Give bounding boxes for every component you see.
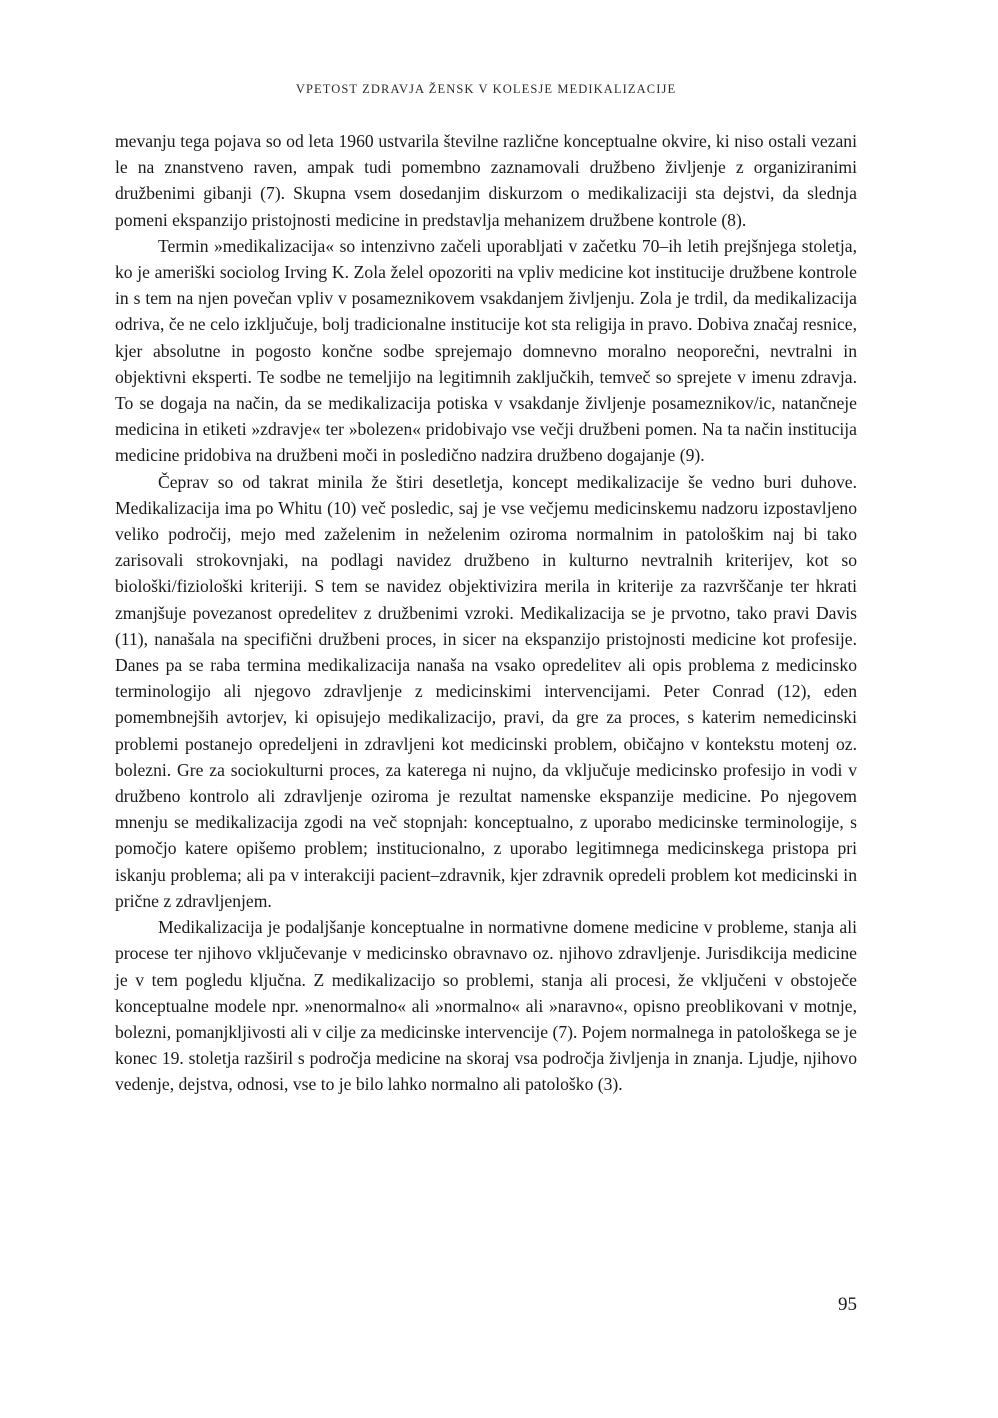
paragraph: mevanju tega pojava so od leta 1960 ustvarila številne različne konceptualne okvire, ki niso ostali vezani le na znanstveno raven, ampak tudi pomembno zaznamovali družbeno življenje z organiziranimi družbenimi gibanji (7). Skupna vsem dosedanjim diskurzom o medikalizaciji sta dejstvi, da slednja pomeni ekspanzijo pristojnosti medicine in predstavlja mehanizem družbene kontrole (8). xyxy=(115,131,857,230)
running-head: VPETOST ZDRAVJA ŽENSK V KOLESJE MEDIKALIZACIJE xyxy=(295,82,677,96)
paragraph: Medikalizacija je podaljšanje konceptualne in normativne domene medicine v probleme, stanja ali procese ter njihovo vključevanje v medicinsko obravnavo oz. njihovo zdravljenje. Jurisdikcija medicine je v tem pogledu ključna. Z medikalizacijo so problemi, stanja ali procesi, že vključeni v obstoječe konceptualne modele npr. »nenormalno« ali »normalno« ali »naravno«, opisno preoblikovani v motnje, bolezni, pomanjkljivosti ali v cilje za medicinske intervencije (7). Pojem normalnega in patološkega se je konec 19. stoletja razširil s področja medicine na skoraj vsa področja življenja in znanja. Ljudje, njihovo vedenje, dejstva, odnosi, vse to je bilo lahko normalno ali patološko (3). xyxy=(115,917,857,1095)
page-number: 95 xyxy=(838,1294,857,1315)
paragraph: Čeprav so od takrat minila že štiri desetletja, koncept medikalizacije še vedno buri duhove. Medikalizacija ima po Whitu (10) več posledic, saj je vse večjemu medicinskemu nadzoru izpostavljeno veliko področij, mejo med zaželenim in neželenim oziroma normalnim in patološkim naj bi tako zarisovali strokovnjaki, na podlagi navidez družbeno in kulturno nevtralnih kriterijev, kot so biološki/fiziološki kriteriji. S tem se navidez objektivizira merila in kriterije za razvrščanje ter hkrati zmanjšuje povezanost opredelitev z družbenimi vzroki. Medikalizacija se je prvotno, tako pravi Davis (11), nanašala na specifični družbeni proces, in sicer na ekspanzijo pristojnosti medicine kot profesije. Danes pa se raba termina medikalizacija nanaša na vsako opredelitev ali opis problema z medicinsko terminologijo ali njegovo zdravljenje z medicinskimi intervencijami. Peter Conrad (12), eden pomembnejših avtorjev, ki opisujejo medikalizacijo, pravi, da gre za proces, s katerim nemedicinski problemi postanejo opredeljeni in zdravljeni kot medicinski problem, običajno v kontekstu motenj oz. bolezni. Gre za sociokulturni proces, za katerega ni nujno, da vključuje medicinsko profesijo in vodi v družbeno kontrolo ali zdravljenje oziroma je rezultat namenske ekspanzije medicine. Po njegovem mnenju se medikalizacija zgodi na več stopnjah: konceptualno, z uporabo medicinske terminologije, s pomočjo katere opišemo problem; institucionalno, z uporabo legitimnega medicinskega pristopa pri iskanju problema; ali pa v interakciji pacient–zdravnik, kjer zdravnik opredeli problem kot medicinski in prične z zdravljenjem. xyxy=(115,471,857,911)
paragraph: Termin »medikalizacija« so intenzivno začeli uporabljati v začetku 70–ih letih prejšnjega stoletja, ko je ameriški sociolog Irving K. Zola želel opozoriti na vpliv medicine kot institucije družbene kontrole in s tem na njen povečan vpliv v posameznikovem vsakdanjem življenju. Zola je trdil, da medikalizacija odriva, če ne celo izključuje, bolj tradicionalne institucije kot sta religija in pravo. Dobiva značaj resnice, kjer absolutne in pogosto končne sodbe sprejemajo domnevno moralno neoporečni, nevtralni in objektivni eksperti. Te sodbe ne temeljijo na legitimnih zaključkih, temveč so sprejete v imenu zdravja. To se dogaja na način, da se medikalizacija potiska v vsakdanje življenje posameznikov/ic, natančneje medicina in etiketi »zdravje« ter »bolezen« pridobivajo vse večji družbeni pomen. Na ta način institucija medicine pridobiva na družbeni moči in posledično nadzira družbeno dogajanje (9). xyxy=(115,235,857,466)
body-text xyxy=(115,128,857,1098)
